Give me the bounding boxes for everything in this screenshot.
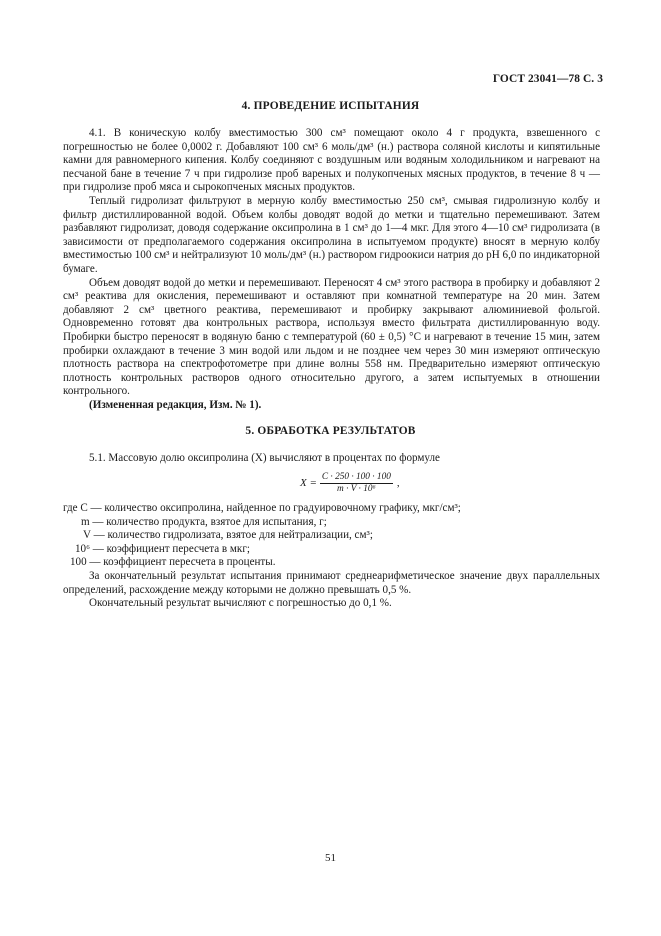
formula-fraction — [320, 472, 393, 495]
paragraph-measurement: Объем доводят водой до метки и перемешивают. Переносят 4 см³ этого раствора в пробирку и добавляют 2 см³ реактива для окисления, перемешивают и оставляют при комнатной температуре на 20 мин. Затем добавляют 2 см³ цветного реактива, перемешивают и пробирку закрывают алюминиевой фольгой. Одновременно готовят два контрольных раствора, используя вместо фильтрата дистиллированную воду. Пробирки быстро переносят в водяную баню с температурой (60 ± 0,5) °С и нагревают в течение 15 мин, затем пробирки охлаждают в течение 3 мин водой или льдом и не позднее чем через 30 мин измеряют оптическую плотность раствора на спектрофотометре при длине волны 558 нм. Предварительно измеряют оптическую плотность контрольных растворов одного относительно другого, а затем испытуемых в отношении контрольного. — [63, 276, 600, 398]
paragraph-4-1: 4.1. В коническую колбу вместимостью 300 см³ помещают около 4 г продукта, взвешенного с погрешностью не более 0,0002 г. Добавляют 100 см³ 6 моль/дм³ (н.) раствора соляной кислоты и кипятильные камни для равномерного кипения. Колбу соединяют с воздушным или водяным холодильником и нагревают на песчаной бане в течение 7 ч при гидролизе проб вареных и полукопченых мясных продуктов, в течение 8 ч — при гидролизе проб мяса и сырокопченых мясных продуктов. — [63, 127, 600, 194]
paragraph-precision: Окончательный результат вычисляют с погрешностью до 0,1 %. — [89, 597, 392, 610]
section-5-intro — [63, 452, 600, 466]
legend-item-m: m — количество продукта, взятое для испытания, г; — [81, 515, 327, 528]
formula-lhs: X = — [300, 476, 317, 489]
formula-comma: , — [396, 476, 400, 489]
formula-denominator: m · V · 10⁶ — [337, 484, 376, 494]
amendment-note: (Измененная редакция, Изм. № 1). — [89, 398, 262, 411]
legend-item-v: V — количество гидролизата, взятое для нейтрализации, см³; — [83, 529, 373, 542]
legend-item-100: 100 — коэффициент пересчета в проценты. — [70, 556, 276, 569]
formula-oxyproline — [300, 472, 400, 495]
section-4-title: 4. ПРОВЕДЕНИЕ ИСПЫТАНИЯ — [241, 100, 420, 112]
paragraph-filtration: Теплый гидролизат фильтруют в мерную колбу вместимостью 250 см³, смывая гидролизную колбу и фильтр дистиллированной водой. Объем колбы доводят водой до метки и тщательно перемешивают. Затем разбавляют гидролизат, доводя содержание оксипролина в 1 см³ до 1—4 мкг. Для этого 4—10 см³ гидролизата (в зависимости от предполагаемого содержания оксипролина в испытуемом продукте) вносят в мерную колбу вместимостью 100 см³ и нейтрализуют 10 моль/дм³ (н.) раствором гидроокиси натрия до pH 6,0 по индикаторной бумаге. — [63, 194, 600, 275]
standard-header: ГОСТ 23041—78 С. 3 — [492, 73, 603, 85]
section-5-title: 5. ОБРАБОТКА РЕЗУЛЬТАТОВ — [245, 425, 416, 437]
page-number: 51 — [325, 852, 336, 864]
legend-item-10e6: 10⁶ — коэффициент пересчета в мкг; — [75, 542, 250, 555]
formula-numerator: C · 250 · 100 · 100 — [321, 472, 391, 482]
section-4-body — [63, 127, 600, 412]
paragraph-5-1: 5.1. Массовую долю оксипролина (X) вычисляют в процентах по формуле — [89, 452, 440, 464]
legend-item-c: где C — количество оксипролина, найденное по градуировочному графику, мкг/см³; — [63, 502, 461, 514]
section-5-conclusion — [63, 570, 600, 611]
paragraph-final-result: За окончательный результат испытания принимают среднеарифметическое значение двух параллельных определений, расхождение между которыми не должно превышать 0,5 %. — [63, 570, 600, 596]
formula-legend — [63, 502, 600, 570]
